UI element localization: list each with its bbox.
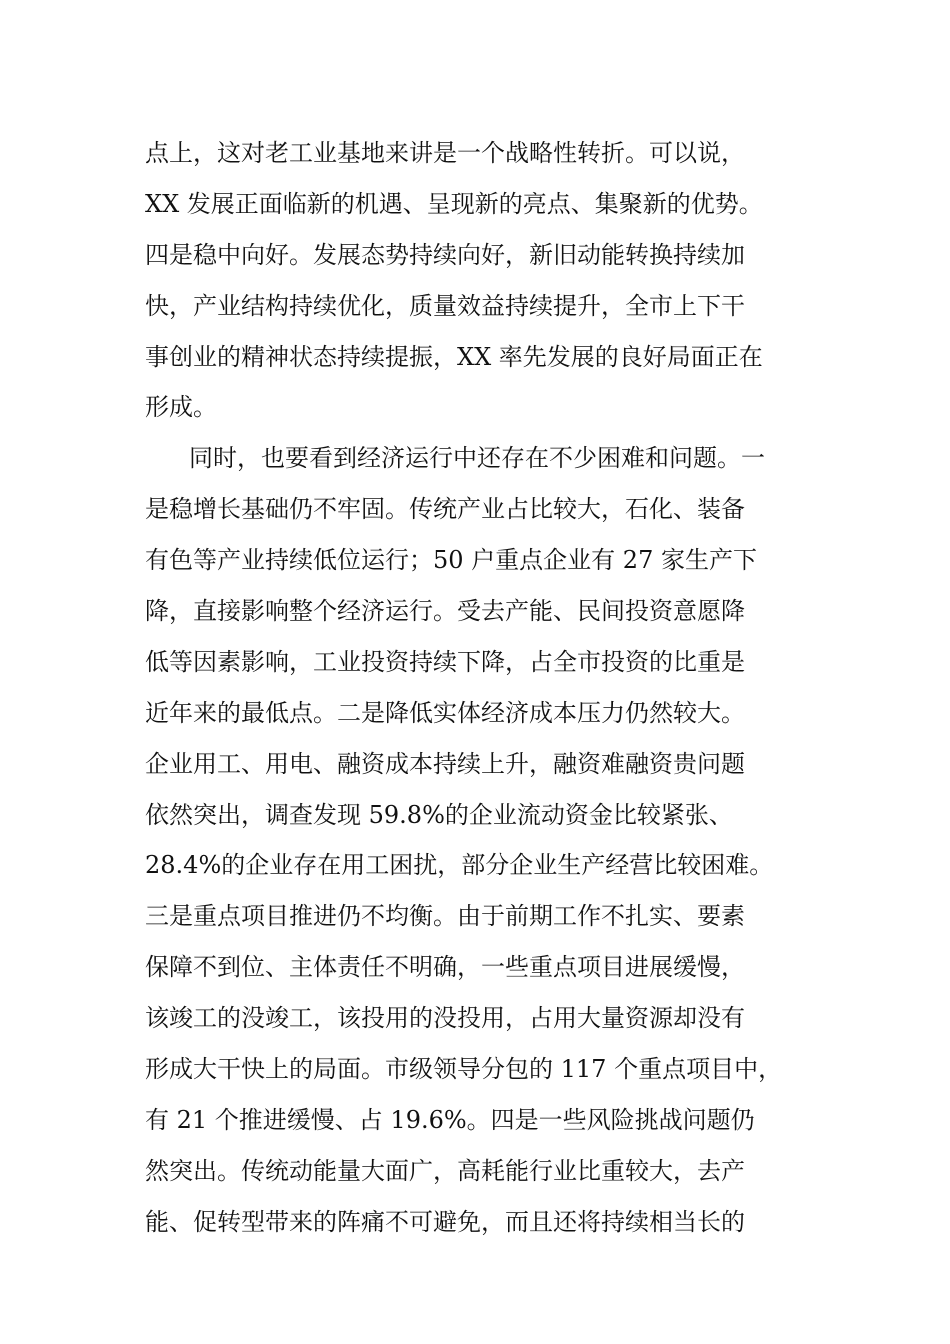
text-line: 点上，这对老工业基地来讲是一个战略性转折。可以说， <box>145 139 745 167</box>
text-line: 事创业的精神状态持续提振，XX 率先发展的良好局面正在 <box>145 342 763 371</box>
text-line: XX 发展正面临新的机遇、呈现新的亮点、集聚新的优势。 <box>145 189 763 218</box>
text-line: 快，产业结构持续优化，质量效益持续提升，全市上下干 <box>145 291 745 320</box>
text-line: 28.4%的企业存在用工困扰，部分企业生产经营比较困难。 <box>145 851 774 880</box>
text-line: 保障不到位、主体责任不明确，一些重点项目进展缓慢， <box>145 953 745 982</box>
text-line: 四是稳中向好。发展态势持续向好，新旧动能转换持续加 <box>145 240 745 269</box>
text-line: 三是重点项目推进仍不均衡。由于前期工作不扎实、要素 <box>145 902 745 931</box>
text-line: 是稳增长基础仍不牢固。传统产业占比较大，石化、装备 <box>145 495 745 524</box>
text-line: 能、促转型带来的阵痛不可避免，而且还将持续相当长的 <box>145 1207 745 1236</box>
paragraph-first-line: 同时，也要看到经济运行中还存在不少困难和问题。一 <box>189 444 765 473</box>
text-line: 然突出。传统动能量大面广，高耗能行业比重较大，去产 <box>145 1156 745 1185</box>
text-line: 低等因素影响，工业投资持续下降，占全市投资的比重是 <box>145 647 745 676</box>
text-line: 企业用工、用电、融资成本持续上升，融资难融资贵问题 <box>145 749 745 778</box>
text-line: 该竣工的没竣工，该投用的没投用，占用大量资源却没有 <box>145 1004 745 1033</box>
text-line: 降，直接影响整个经济运行。受去产能、民间投资意愿降 <box>145 597 745 626</box>
body-text <box>145 128 825 1248</box>
text-line: 近年来的最低点。二是降低实体经济成本压力仍然较大。 <box>145 698 745 727</box>
text-line: 形成大干快上的局面。市级领导分包的 117 个重点项目中， <box>145 1055 783 1084</box>
text-line: 依然突出，调查发现 59.8%的企业流动资金比较紧张、 <box>145 800 733 829</box>
text-line: 有 21 个推进缓慢、占 19.6%。四是一些风险挑战问题仍 <box>145 1105 755 1134</box>
text-line: 形成。 <box>145 393 217 422</box>
text-line: 有色等产业持续低位运行；50 户重点企业有 27 家生产下 <box>145 546 757 575</box>
